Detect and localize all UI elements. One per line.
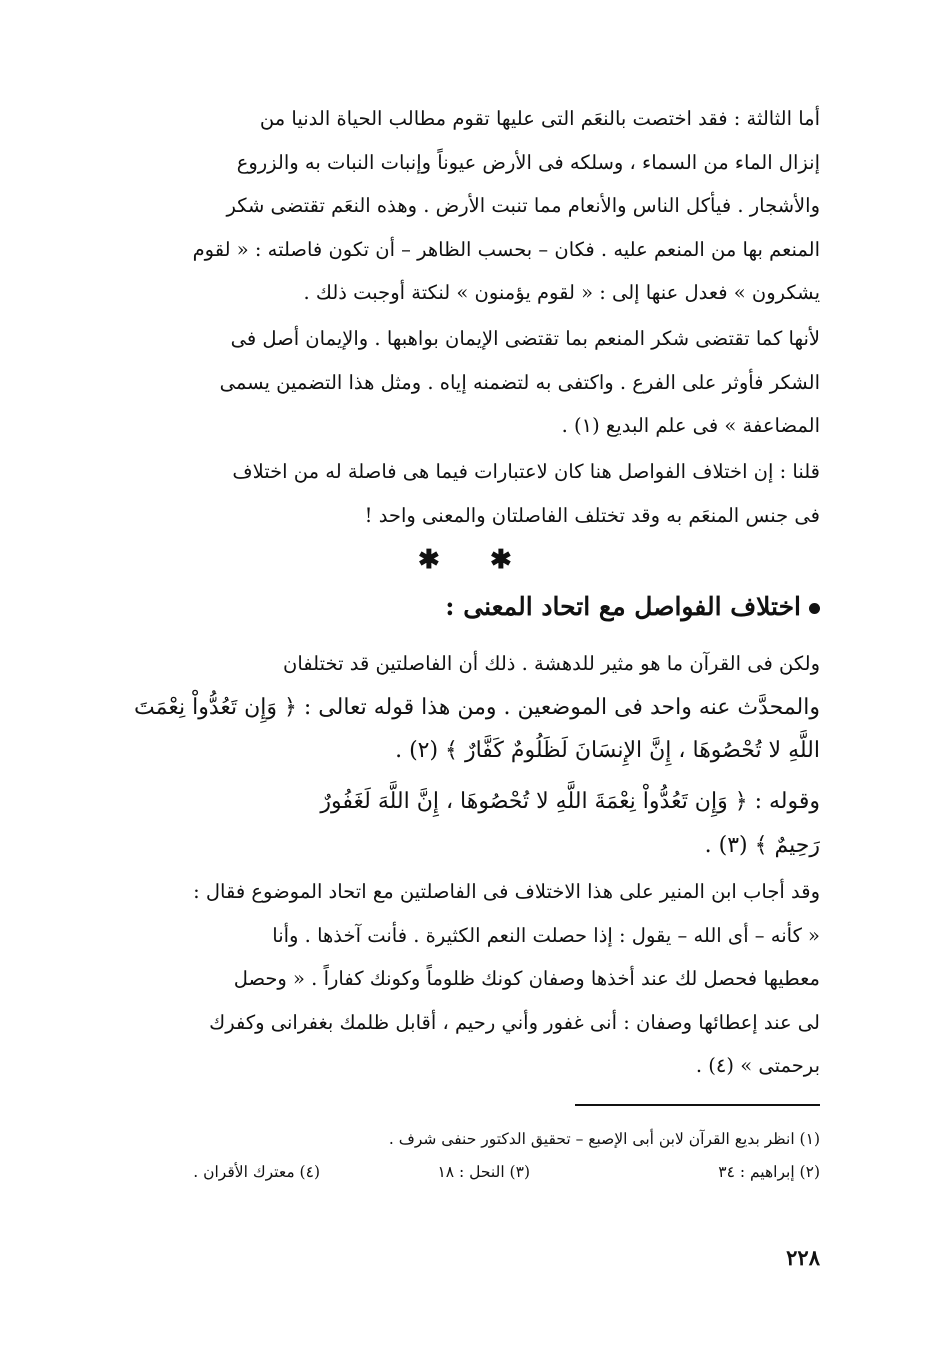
text-line: رَحِيمٌ ﴾ (٣) . bbox=[704, 832, 820, 858]
text-line: لأنها كما تقتضى شكر المنعم بما تقتضى الإيمان بواهبها . والإيمان أصل فى bbox=[230, 327, 820, 350]
text-line: لى عند إعطائها وصفان : أنى غفور وأني رحيم ، أقابل ظلمك بغفرانى وكفرك bbox=[209, 1010, 820, 1034]
paragraph-5 bbox=[108, 780, 820, 867]
text-line: قلنا : إن اختلاف الفواصل هنا كان لاعتبارات فيما هى فاصلة له من اختلاف bbox=[232, 460, 820, 483]
footnote-2: (٢) إبراهيم : ٣٤ bbox=[718, 1163, 820, 1181]
text-line: والمحدَّث عنه واحد فى الموضعين . ومن هذا قوله تعالى : ﴿ وَإِن تَعُدُّواْ نِعْمَتَ bbox=[134, 694, 820, 720]
text-line: اللَّهِ لا تُحْصُوهَا ، إِنَّ الإِنسَانَ لَظَلُومٌ كَفَّارٌ ﴾ (٢) . bbox=[395, 738, 820, 763]
text-line: ولكن فى القرآن ما هو مثير للدهشة . ذلك أن الفاصلتين قد تختلفان bbox=[283, 652, 820, 675]
text-line: معطيها فحصل لك عند أخذها وصفان كونك ظلوماً وكونك كفاراً . « وحصل bbox=[233, 967, 820, 990]
text-line: « كأنه – أى الله – يقول : إذا حصلت النعم الكثيرة . فأنت آخذها . وأنا bbox=[272, 923, 820, 947]
text-line: إنزال الماء من السماء ، وسلكه فى الأرض عيوناً وإنبات النبات به والزروع bbox=[236, 150, 820, 174]
text-line: يشكرون » فعدل عنها إلى : « لقوم يؤمنون » لنكتة أوجبت ذلك . bbox=[303, 281, 820, 304]
footnote-3: (٣) النحل : ١٨ bbox=[437, 1163, 530, 1181]
bullet-icon bbox=[809, 603, 820, 614]
paragraph-1 bbox=[108, 97, 820, 315]
paragraph-3 bbox=[108, 450, 820, 537]
paragraph-2 bbox=[108, 317, 820, 448]
text-line: الشكر فأوثر على الفرع . واكتفى به لتضمنه إياه . ومثل هذا التضمين يسمى bbox=[219, 370, 820, 394]
footnote-1: (١) انظر بديع القرآن لابن أبى الإصبع – تحقيق الدكتور حنفى شرف . bbox=[388, 1130, 820, 1148]
text-line: المنعم بها من المنعم عليه . فكان – بحسب الظاهر – أن تكون فاصلته : « لقوم bbox=[192, 237, 820, 261]
paragraph-6 bbox=[108, 870, 820, 1088]
paragraph-4 bbox=[108, 642, 820, 773]
footnote-divider bbox=[575, 1104, 820, 1106]
section-heading-text: اختلاف الفواصل مع اتحاد المعنى : bbox=[445, 592, 801, 621]
footnote-4: (٤) معترك الأقران . bbox=[193, 1163, 320, 1181]
text-line: وقد أجاب ابن المنير على هذا الاختلاف فى الفاصلتين مع اتحاد الموضوع فقال : bbox=[193, 880, 820, 903]
asterisk-icon: ✱ bbox=[490, 545, 512, 575]
asterisk-icon: ✱ bbox=[418, 545, 440, 575]
text-line: وقوله : ﴿ وَإِن تَعُدُّواْ نِعْمَةَ اللَّهِ لا تُحْصُوهَا ، إِنَّ اللَّهَ لَغَفُورٌ bbox=[320, 789, 820, 814]
text-line: أما الثالثة : فقد اختصت بالنعَم التى عليها تقوم مطالب الحياة الدنيا من bbox=[259, 107, 820, 130]
section-separator bbox=[0, 545, 925, 575]
footnote-row bbox=[108, 1163, 820, 1187]
page-number: ٢٢٨ bbox=[786, 1245, 820, 1270]
text-line: برحمتى » (٤) . bbox=[695, 1054, 820, 1077]
text-line: المضاعفة » فى علم البديع (١) . bbox=[561, 414, 820, 437]
section-heading bbox=[108, 592, 820, 621]
text-line: والأشجار . فيأكل الناس والأنعام مما تنبت الأرض . وهذه النعَم تقتضى شكر bbox=[226, 194, 820, 217]
text-line: فى جنس المنعَم به وقد تختلف الفاصلتان والمعنى واحد ! bbox=[364, 503, 820, 527]
